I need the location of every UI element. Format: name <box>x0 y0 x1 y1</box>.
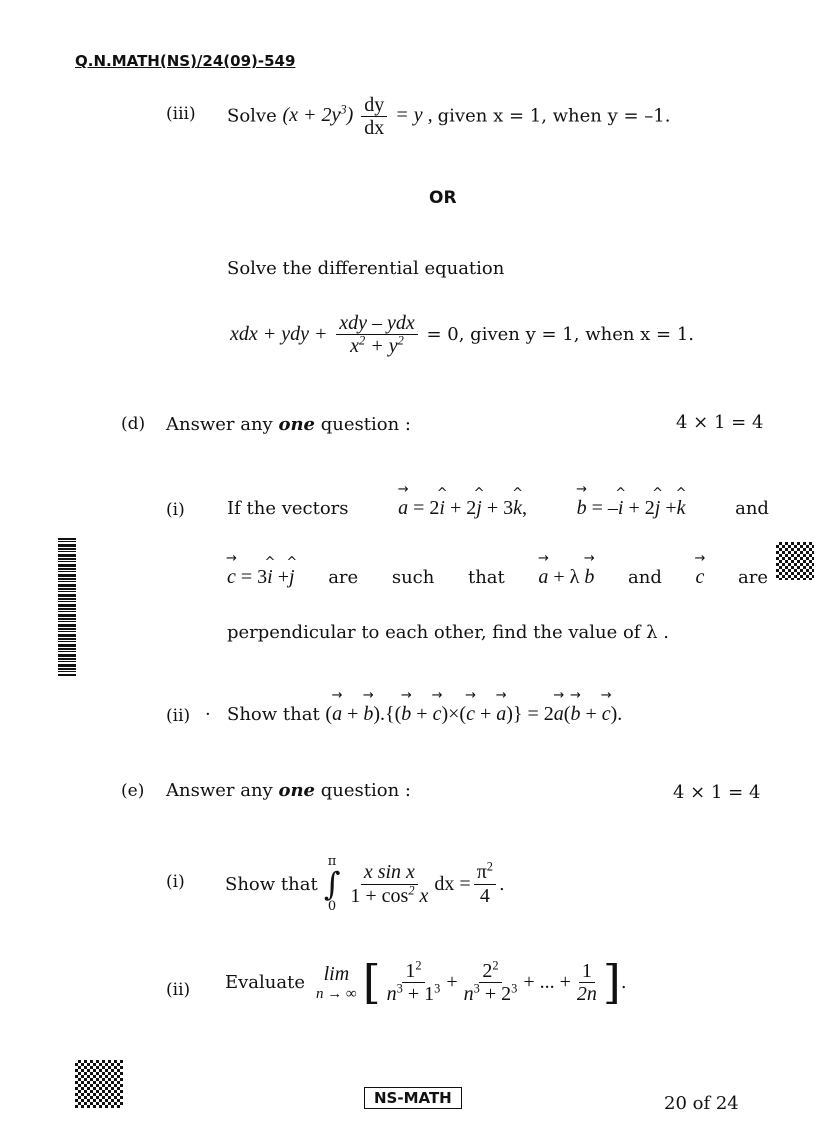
part-iii-label: (iii) <box>166 104 196 124</box>
alt-fraction-denominator: $x^2 + y^2$ <box>350 333 404 358</box>
e-i-label: (i) <box>166 872 185 892</box>
vector-c-definition: → c = 3^ i +^ j <box>227 566 295 589</box>
section-e-instruction: Answer any one question : <box>166 780 411 801</box>
dy-dx-fraction <box>361 94 387 140</box>
qr-code-right <box>776 542 814 580</box>
solve-word: Solve <box>227 105 277 127</box>
integrand-fraction: $\frac{\text{x sin x}}{1 + \cos^2 x}$ <box>350 861 429 907</box>
e-i-question: Show that π ∫ 0 $\frac{\text{x sin x}}{1 + \cos^2 x}$ dx = $\frac{\pi^2}{4}$ . <box>225 854 505 914</box>
lhs-exponent: 3 <box>340 102 347 117</box>
integral-lower-limit: 0 <box>327 899 337 914</box>
term-n: $\frac{1}{2n}$ <box>576 960 597 1006</box>
alt-lead: xdx + ydy + <box>230 322 328 345</box>
d-i-intro: If the vectors <box>227 498 349 519</box>
integral-sign: ∫ <box>323 865 341 903</box>
given-condition: given x = 1, when y = –1. <box>437 105 671 127</box>
d-i-label: (i) <box>166 500 185 520</box>
alt-fraction <box>336 312 418 358</box>
d-ii-bullet: · <box>205 704 211 725</box>
limit-operator: lim n → ∞ <box>316 963 357 1002</box>
vector-a-definition: → a = 2^ i + 2^ j + 3^ k, <box>398 497 527 520</box>
side-barcode <box>58 538 76 676</box>
section-d-marks: 4 × 1 = 4 <box>676 412 764 433</box>
and-word: and <box>735 498 769 519</box>
d-ii-question: Show that (→ a + → b).{(→ b + → c)×(→ c + → a)} = 2→ a(→ b + → c). <box>227 703 622 726</box>
section-e-label: (e) <box>121 781 145 801</box>
a-plus-lambda-b: → a + λ → b <box>538 566 594 589</box>
alt-equation <box>230 312 694 358</box>
definite-integral <box>324 855 341 913</box>
vector-c: → c <box>695 566 704 589</box>
dy-numerator: dy <box>361 94 387 117</box>
part-iii-question <box>227 94 670 140</box>
section-d-label: (d) <box>121 414 146 434</box>
section-e-marks: 4 × 1 = 4 <box>673 782 761 803</box>
lhs-expression: (x + 2y <box>282 104 341 127</box>
alt-tail: = 0, given y = 1, when x = 1. <box>426 323 695 345</box>
term-1: $\frac{1^2}{n^3 + 1^3}$ <box>386 958 441 1006</box>
alt-fraction-numerator: xdy – ydx <box>336 312 418 335</box>
dx-denominator: dx <box>364 117 385 140</box>
qr-code-bottom-left <box>75 1060 123 1108</box>
section-d-instruction: Answer any one question : <box>166 414 411 435</box>
term-2: $\frac{2^2}{n^3 + 2^3}$ <box>463 958 518 1006</box>
subject-box: NS-MATH <box>364 1087 462 1109</box>
vector-b-definition: → b = –^ i + 2^ j +^ k <box>577 497 686 520</box>
d-i-line2: → c = 3^ i +^ j are such that → a + λ → b and → c are <box>227 566 768 589</box>
result-fraction: $\frac{\pi^2}{4}$ <box>474 861 496 907</box>
right-bracket: ] <box>602 955 621 1010</box>
document-code: Q.N.MATH(NS)/24(09)-549 <box>75 52 296 70</box>
alt-intro: Solve the differential equation <box>227 258 505 279</box>
d-i-line1 <box>227 497 769 520</box>
lhs-close: ) <box>346 104 354 127</box>
or-separator: OR <box>429 188 457 208</box>
left-bracket: [ <box>362 955 381 1010</box>
d-i-line3: perpendicular to each other, find the value of λ . <box>227 622 670 643</box>
integral-upper-limit: π <box>327 854 337 869</box>
page-number: 20 of 24 <box>664 1093 739 1114</box>
rhs-expression: = y , <box>395 104 433 127</box>
e-ii-question: Evaluate lim n → ∞ [ $\frac{1^2}{n^3 + 1^3}$ + $\frac{2^2}{n^3 + 2^3}$ + ... + $\frac{1}{2n}$ ] . <box>225 955 627 1010</box>
d-ii-label: (ii) <box>166 706 191 726</box>
e-ii-label: (ii) <box>166 980 191 1000</box>
